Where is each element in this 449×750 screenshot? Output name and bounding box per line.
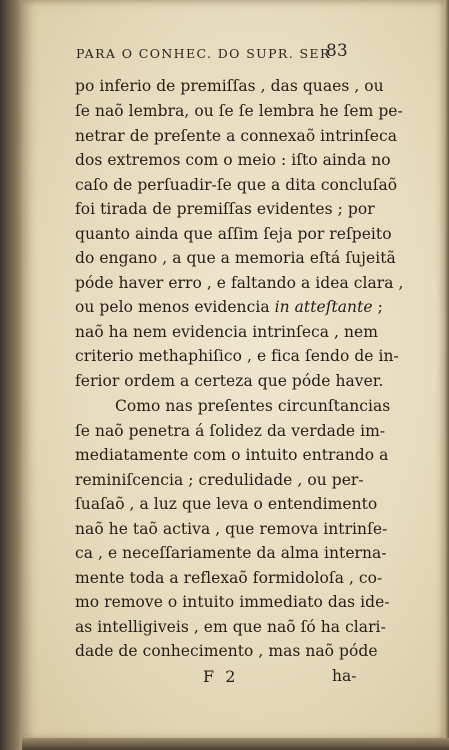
text-line: ſuaſaõ , a luz que leva o entendimento (75, 495, 378, 513)
text-line: póde haver erro , e faltando a idea clara , (75, 274, 404, 292)
text-line: dade de conhecimento , mas naõ póde (75, 642, 378, 660)
text-line: reminiſcencia ; credulidade , ou per- (75, 471, 364, 489)
text-line: caſo de perſuadir-ſe que a dita concluſaõ (75, 176, 398, 194)
text-line: dos extremos com o meio : iſto ainda no (75, 151, 391, 169)
text-line-with-italic (75, 298, 383, 316)
signature-mark: F 2 (203, 667, 239, 686)
text-line: naõ he taõ activa , que remova intrinſe- (75, 520, 388, 538)
page-right-edge (444, 0, 449, 750)
text-line: po inferio de premiſſas , das quaes , ou (75, 77, 384, 95)
text-line: criterio methaphiſico , e fica ſendo de in- (75, 347, 399, 365)
text-line: netrar de preſente a connexaõ intrinſeca (75, 127, 398, 145)
text-line: naõ ha nem evidencia intrinſeca , nem (75, 323, 379, 341)
text-line: do engano , a que a memoria eſtá ſujeitã (75, 249, 396, 267)
text-line: mo remove o intuito immediato das ide- (75, 593, 390, 611)
text-line: ca , e neceſſariamente da alma interna- (75, 544, 387, 562)
text-line: as intelligiveis , em que naõ ſó ha clari- (75, 618, 386, 636)
text-line: ferior ordem a certeza que póde haver. (75, 372, 384, 390)
text-line: foi tirada de premiſſas evidentes ; por (75, 200, 375, 218)
paragraph-first-line: Como nas preſentes circunſtancias (115, 397, 391, 415)
running-title: PARA O CONHEC. DO SUPR. SER (76, 46, 331, 61)
book-spine-shadow (0, 0, 24, 750)
text-line: ſe naõ lembra, ou ſe ſe lembra he ſem pe- (75, 102, 403, 120)
text-line: ſe naõ penetra á ſolidez da verdade im- (75, 422, 386, 440)
text-line: quanto ainda que aſſim ſeja por reſpeito (75, 225, 392, 243)
italic-phrase: in atteſtante (274, 298, 373, 316)
page-number: 83 (326, 41, 348, 61)
text-line: mente toda a reflexaõ formidoloſa , co- (75, 569, 383, 587)
catchword: ha- (332, 667, 357, 685)
page-bottom-edge (22, 738, 449, 750)
italic-suffix: ; (377, 298, 383, 316)
text-line-start: ou pelo menos evidencia (75, 298, 270, 316)
text-line: mediatamente com o intuito entrando a (75, 446, 389, 464)
